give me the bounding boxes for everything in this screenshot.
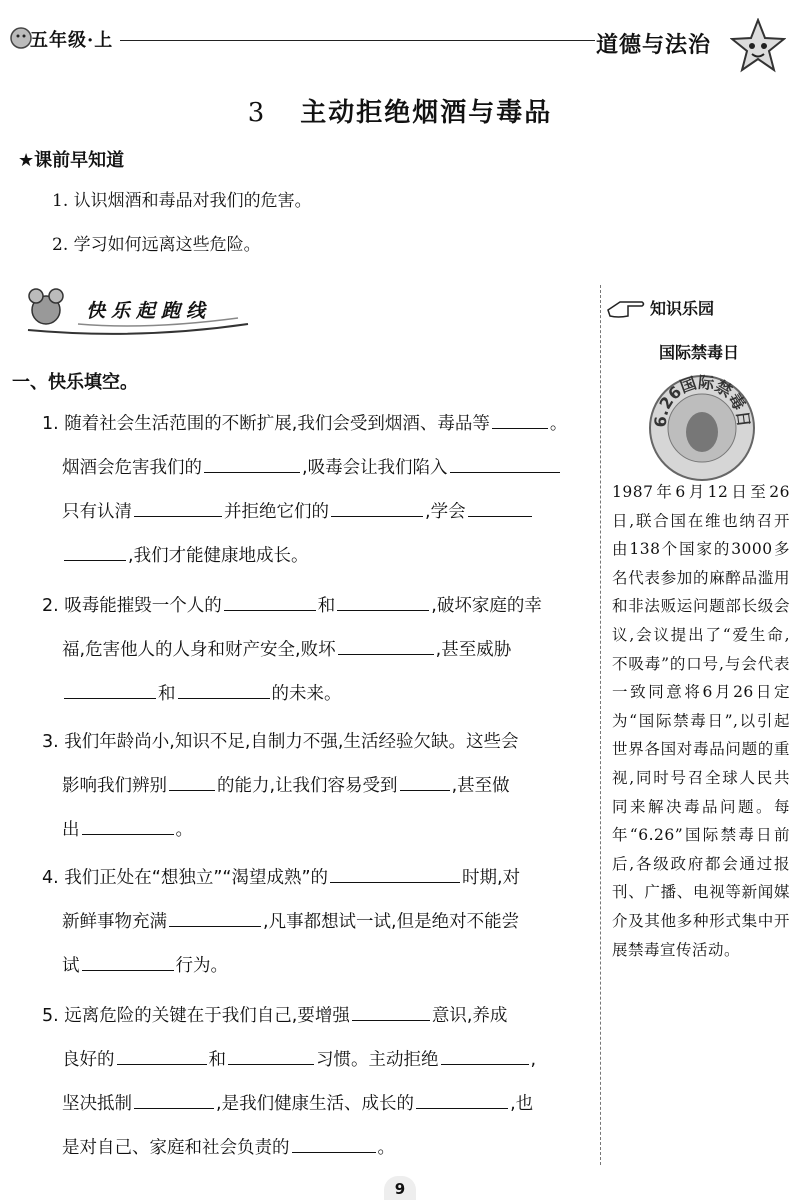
answer-blank[interactable] [64, 679, 156, 699]
answer-blank[interactable] [468, 497, 532, 517]
answer-blank[interactable] [331, 497, 423, 517]
sidebar-heading: 知识乐园 [650, 299, 715, 318]
question-4: 4. 我们正处在“想独立”“渴望成熟”的 时期,对 新鲜事物充满 ,凡事都想试一试,但是绝对不能尝 试 行为。 [42, 856, 592, 988]
grade-label: 五年级·上 [30, 30, 114, 51]
answer-blank[interactable] [400, 771, 450, 791]
answer-blank[interactable] [169, 771, 215, 791]
banner-title: 快乐起跑线 [86, 300, 212, 322]
sidebar-body: 1987年6月12日至26日,联合国在维也纳召开由138个国家的3000多名代表参加的麻醉品滥用和非法贩运问题部长级会议,会议提出了“爱生命,不吸毒”的口号,与会代表一致同意将6月26日定为“国际禁毒日”,以引起世界各国对毒品问题的重视,同时号召全球人民共同来解决毒品问题。每年“6.26”国际禁毒日前后,各级政府都会通过报刊、广播、电视等新闻媒介及其他多种形式集中开展禁毒宣传活动。 [612, 483, 790, 959]
answer-blank[interactable] [178, 679, 270, 699]
pointing-hand-icon [606, 296, 646, 320]
answer-blank[interactable] [82, 815, 174, 835]
answer-blank[interactable] [450, 453, 560, 473]
answer-blank[interactable] [204, 453, 300, 473]
sidebar-divider [600, 285, 601, 1165]
answer-blank[interactable] [338, 635, 434, 655]
objective-2: 2. 学习如何远离这些危险。 [52, 235, 261, 255]
answer-blank[interactable] [292, 1133, 376, 1153]
answer-blank[interactable] [117, 1045, 207, 1065]
preview-heading: ★课前早知道 [18, 150, 125, 171]
exercise-heading: 一、快乐填空。 [12, 372, 138, 393]
sidebar-title: 国际禁毒日 [658, 343, 739, 362]
lesson-title-text: 主动拒绝烟酒与毒品 [300, 98, 553, 128]
question-1: 1. 随着社会生活范围的不断扩展,我们会受到烟酒、毒品等 。 烟酒会危害我们的 ,吸毒会让我们陷入 只有认清 并拒绝它们的 ,学会 ,我们才能健康地成长。 [42, 402, 592, 578]
anti-drug-stamp [646, 372, 758, 484]
answer-blank[interactable] [64, 541, 126, 561]
question-3: 3. 我们年龄尚小,知识不足,自制力不强,生活经验欠缺。这些会 影响我们辨别 的能力,让我们容易受到 ,甚至做 出 。 [42, 732, 519, 840]
question-2: 2. 吸毒能摧毁一个人的 和 ,破坏家庭的幸 福,危害他人的人身和财产安全,败坏 ,甚至威胁 和 的未来。 [42, 584, 592, 716]
star-mascot-icon [730, 18, 786, 74]
answer-blank[interactable] [82, 951, 174, 971]
answer-blank[interactable] [169, 907, 261, 927]
answer-blank[interactable] [416, 1089, 508, 1109]
answer-blank[interactable] [352, 1001, 430, 1021]
question-5: 5. 远离危险的关键在于我们自己,要增强 意识,养成 良好的 和 习惯。主动拒绝 , 坚决抵制 ,是我们健康生活、成长的 ,也 是对自己、家庭和社会负责的 。 [42, 994, 592, 1170]
subject-label: 道德与法治 [596, 33, 712, 58]
lesson-number: 3 [247, 98, 267, 128]
answer-blank[interactable] [228, 1045, 314, 1065]
answer-blank[interactable] [492, 409, 548, 429]
svg-text:6.26国际禁毒日: 6.26国际禁毒日 [650, 372, 754, 429]
answer-blank[interactable] [224, 591, 316, 611]
answer-blank[interactable] [337, 591, 429, 611]
answer-blank[interactable] [441, 1045, 529, 1065]
answer-blank[interactable] [134, 1089, 214, 1109]
lesson-title [0, 92, 800, 129]
answer-blank[interactable] [134, 497, 222, 517]
objective-1: 1. 认识烟酒和毒品对我们的危害。 [52, 191, 312, 211]
page-number: 9 [384, 1176, 416, 1200]
answer-blank[interactable] [330, 863, 460, 883]
header-rule [120, 40, 595, 41]
